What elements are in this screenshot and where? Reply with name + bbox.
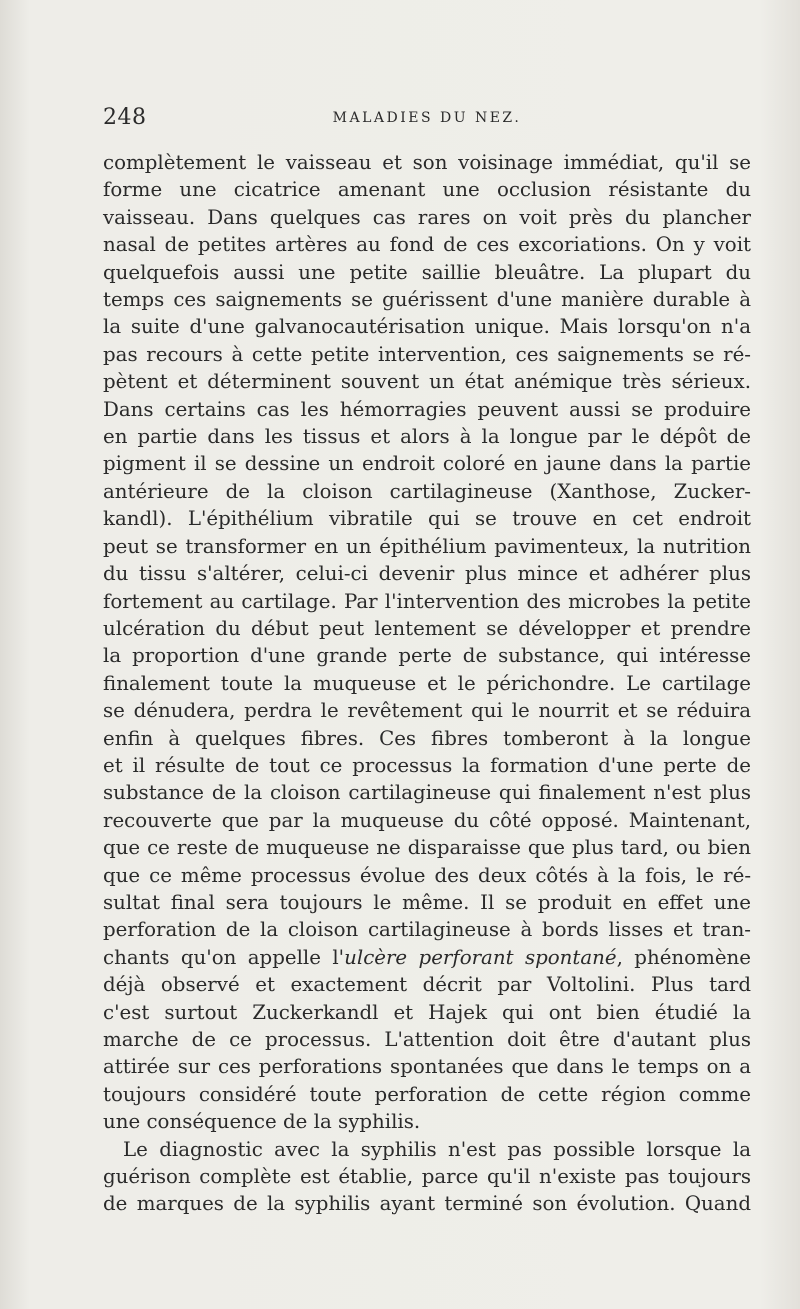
page-header bbox=[103, 105, 751, 135]
text-line: nasal de petites artères au fond de ces excoriations. On y voit bbox=[103, 233, 751, 257]
body-text bbox=[103, 149, 751, 1218]
text-line: déjà observé et exactement décrit par Voltolini. Plus tard bbox=[103, 973, 751, 997]
page-number: 248 bbox=[103, 105, 147, 130]
text-line: la proportion d'une grande perte de substance, qui intéresse bbox=[103, 644, 751, 668]
paragraph-start-line: Le diagnostic avec la syphilis n'est pas possible lorsque la bbox=[123, 1137, 751, 1161]
text-line: en partie dans les tissus et alors à la longue par le dépôt de bbox=[103, 425, 751, 449]
text-line: pas recours à cette petite intervention, ces saignements se ré- bbox=[103, 342, 751, 366]
text-line: peut se transformer en un épithélium pavimenteux, la nutrition bbox=[103, 534, 751, 558]
text-line: et il résulte de tout ce processus la formation d'une perte de bbox=[103, 753, 751, 777]
text-line: forme une cicatrice amenant une occlusion résistante du bbox=[103, 178, 751, 202]
text-line: c'est surtout Zuckerkandl et Hajek qui ont bien étudié la bbox=[103, 1000, 751, 1024]
text-line: ulcération du début peut lentement se développer et prendre bbox=[103, 616, 751, 640]
text-line: sultat final sera toujours le même. Il se produit en effet une bbox=[103, 890, 751, 914]
text-line: complètement le vaisseau et son voisinage immédiat, qu'il se bbox=[103, 151, 751, 174]
text-line: Dans certains cas les hémorragies peuvent aussi se produire bbox=[103, 397, 751, 421]
italic-term: ulcère perforant spontané bbox=[344, 945, 617, 969]
text-line: attirée sur ces perforations spontanées que dans le temps on a bbox=[103, 1055, 751, 1079]
running-title: MALADIES DU NEZ. bbox=[332, 110, 522, 126]
text-line: kandl). L'épithélium vibratile qui se trouve en cet endroit bbox=[103, 507, 751, 531]
text-line: vaisseau. Dans quelques cas rares on voit près du plancher bbox=[103, 205, 751, 229]
text-line: la suite d'une galvanocautérisation unique. Mais lorsqu'on n'a bbox=[103, 315, 751, 339]
text-line: de marques de la syphilis ayant terminé son évolution. Quand bbox=[103, 1192, 751, 1216]
text-line: fortement au cartilage. Par l'intervention des microbes la petite bbox=[103, 589, 751, 613]
text-line: temps ces saignements se guérissent d'une manière durable à bbox=[103, 288, 751, 312]
text-line: pètent et déterminent souvent un état anémique très sérieux. bbox=[103, 370, 751, 394]
text-segment: chants qu'on appelle l' bbox=[103, 945, 345, 969]
paragraph-end-line: une conséquence de la syphilis. bbox=[103, 1110, 421, 1134]
text-line: antérieure de la cloison cartilagineuse (Xanthose, Zucker- bbox=[103, 479, 751, 503]
text-line-with-italic bbox=[103, 944, 751, 971]
text-line: se dénudera, perdra le revêtement qui le nourrit et se réduira bbox=[103, 699, 751, 723]
text-line: marche de ce processus. L'attention doit être d'autant plus bbox=[103, 1028, 751, 1051]
text-line: guérison complète est établie, parce qu'il n'existe pas toujours bbox=[103, 1165, 751, 1189]
text-line: substance de la cloison cartilagineuse qui finalement n'est plus bbox=[103, 781, 751, 805]
text-line: quelquefois aussi une petite saillie bleuâtre. La plupart du bbox=[103, 260, 751, 284]
text-line: enfin à quelques fibres. Ces fibres tomberont à la longue bbox=[103, 726, 751, 750]
text-line: recouverte que par la muqueuse du côté opposé. Maintenant, bbox=[103, 808, 751, 832]
text-line: pigment il se dessine un endroit coloré en jaune dans la partie bbox=[103, 452, 751, 476]
text-line: perforation de la cloison cartilagineuse à bords lisses et tran- bbox=[103, 918, 751, 942]
text-line: du tissu s'altérer, celui-ci devenir plus mince et adhérer plus bbox=[103, 562, 751, 586]
text-line: que ce même processus évolue des deux côtés à la fois, le ré- bbox=[103, 863, 751, 887]
text-line: finalement toute la muqueuse et le périchondre. Le cartilage bbox=[103, 671, 751, 695]
text-line: que ce reste de muqueuse ne disparaisse que plus tard, ou bien bbox=[103, 836, 751, 860]
text-line: toujours considéré toute perforation de cette région comme bbox=[103, 1082, 751, 1106]
text-segment: , phénomène bbox=[616, 945, 751, 969]
